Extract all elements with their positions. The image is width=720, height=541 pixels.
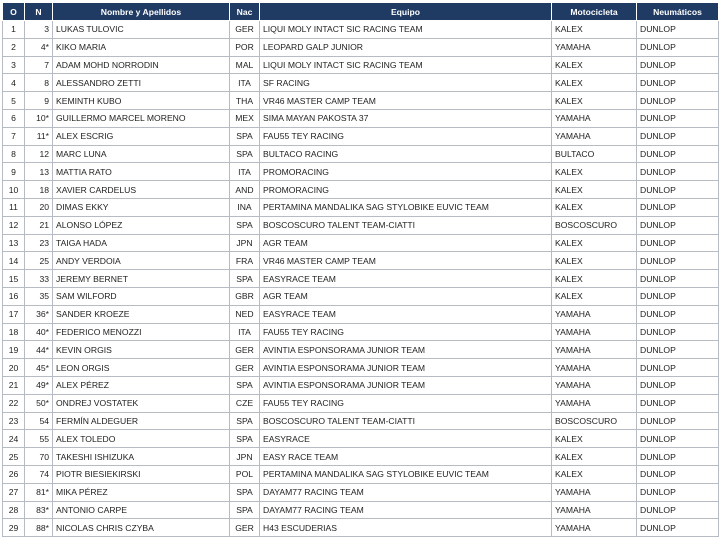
table-row [3,163,719,181]
cell-number: 74 [25,465,53,483]
cell-number: 23 [25,234,53,252]
cell-position: 22 [3,394,25,412]
cell-position: 8 [3,145,25,163]
cell-position: 27 [3,483,25,501]
cell-tyres: DUNLOP [637,305,719,323]
cell-rider-name: TAIGA HADA [53,234,230,252]
cell-rider-name: XAVIER CARDELUS [53,181,230,199]
cell-nationality: GER [230,359,260,377]
cell-rider-name: SAM WILFORD [53,287,230,305]
cell-nationality: SPA [230,145,260,163]
cell-tyres: DUNLOP [637,21,719,39]
cell-position: 19 [3,341,25,359]
cell-nationality: SPA [230,501,260,519]
cell-rider-name: ALESSANDRO ZETTI [53,74,230,92]
cell-motorcycle: KALEX [552,252,637,270]
table-row [3,145,719,163]
cell-number: 81* [25,483,53,501]
cell-nationality: SPA [230,376,260,394]
cell-rider-name: ANTONIO CARPE [53,501,230,519]
cell-motorcycle: YAMAHA [552,109,637,127]
cell-nationality: SPA [230,216,260,234]
cell-tyres: DUNLOP [637,234,719,252]
cell-nationality: ITA [230,74,260,92]
table-row [3,501,719,519]
cell-nationality: GER [230,519,260,537]
cell-nationality: POL [230,465,260,483]
cell-nationality: NED [230,305,260,323]
cell-team: LIQUI MOLY INTACT SIC RACING TEAM [260,21,552,39]
cell-rider-name: LEON ORGIS [53,359,230,377]
table-row [3,127,719,145]
cell-number: 8 [25,74,53,92]
cell-motorcycle: KALEX [552,181,637,199]
cell-motorcycle: KALEX [552,198,637,216]
cell-team: FAU55 TEY RACING [260,127,552,145]
cell-position: 28 [3,501,25,519]
cell-team: VR46 MASTER CAMP TEAM [260,92,552,110]
cell-team: VR46 MASTER CAMP TEAM [260,252,552,270]
cell-rider-name: ADAM MOHD NORRODIN [53,56,230,74]
cell-motorcycle: BULTACO [552,145,637,163]
table-row [3,430,719,448]
cell-tyres: DUNLOP [637,198,719,216]
cell-number: 10* [25,109,53,127]
cell-position: 23 [3,412,25,430]
cell-nationality: GBR [230,287,260,305]
cell-team: EASY RACE TEAM [260,448,552,466]
cell-team: PERTAMINA MANDALIKA SAG STYLOBIKE EUVIC TEAM [260,465,552,483]
cell-position: 20 [3,359,25,377]
cell-rider-name: ANDY VERDOIA [53,252,230,270]
cell-position: 16 [3,287,25,305]
cell-rider-name: KIKO MARIA [53,38,230,56]
cell-position: 12 [3,216,25,234]
cell-tyres: DUNLOP [637,109,719,127]
cell-team: FAU55 TEY RACING [260,323,552,341]
cell-tyres: DUNLOP [637,501,719,519]
table-row [3,21,719,39]
table-row [3,341,719,359]
cell-motorcycle: BOSCOSCURO [552,412,637,430]
cell-number: 49* [25,376,53,394]
cell-motorcycle: YAMAHA [552,394,637,412]
cell-position: 25 [3,448,25,466]
cell-nationality: MAL [230,56,260,74]
cell-position: 13 [3,234,25,252]
table-row [3,412,719,430]
cell-rider-name: KEVIN ORGIS [53,341,230,359]
cell-rider-name: ALEX ESCRIG [53,127,230,145]
cell-nationality: POR [230,38,260,56]
cell-nationality: JPN [230,448,260,466]
cell-position: 1 [3,21,25,39]
cell-number: 33 [25,270,53,288]
cell-tyres: DUNLOP [637,359,719,377]
cell-team: SIMA MAYAN PAKOSTA 37 [260,109,552,127]
header-number: N [25,3,53,21]
cell-nationality: THA [230,92,260,110]
cell-rider-name: GUILLERMO MARCEL MORENO [53,109,230,127]
table-row [3,56,719,74]
cell-number: 3 [25,21,53,39]
cell-tyres: DUNLOP [637,127,719,145]
cell-tyres: DUNLOP [637,163,719,181]
cell-team: EASYRACE [260,430,552,448]
cell-tyres: DUNLOP [637,270,719,288]
cell-number: 18 [25,181,53,199]
cell-position: 14 [3,252,25,270]
cell-motorcycle: KALEX [552,74,637,92]
cell-position: 6 [3,109,25,127]
cell-motorcycle: KALEX [552,163,637,181]
header-row [3,3,719,21]
table-row [3,376,719,394]
cell-number: 40* [25,323,53,341]
cell-position: 11 [3,198,25,216]
cell-motorcycle: BOSCOSCURO [552,216,637,234]
cell-rider-name: FEDERICO MENOZZI [53,323,230,341]
cell-nationality: AND [230,181,260,199]
cell-nationality: FRA [230,252,260,270]
cell-number: 55 [25,430,53,448]
cell-rider-name: FERMÍN ALDEGUER [53,412,230,430]
table-row [3,448,719,466]
cell-position: 29 [3,519,25,537]
cell-number: 9 [25,92,53,110]
table-row [3,74,719,92]
cell-nationality: MEX [230,109,260,127]
cell-position: 15 [3,270,25,288]
table-row [3,305,719,323]
cell-tyres: DUNLOP [637,465,719,483]
cell-number: 36* [25,305,53,323]
table-row [3,359,719,377]
header-team: Equipo [260,3,552,21]
table-row [3,483,719,501]
cell-rider-name: SANDER KROEZE [53,305,230,323]
cell-number: 35 [25,287,53,305]
cell-number: 50* [25,394,53,412]
cell-tyres: DUNLOP [637,430,719,448]
cell-team: PERTAMINA MANDALIKA SAG STYLOBIKE EUVIC TEAM [260,198,552,216]
cell-tyres: DUNLOP [637,287,719,305]
cell-team: DAYAM77 RACING TEAM [260,483,552,501]
cell-number: 21 [25,216,53,234]
cell-rider-name: ALEX TOLEDO [53,430,230,448]
entry-list-table [2,2,719,537]
cell-team: LEOPARD GALP JUNIOR [260,38,552,56]
table-row [3,519,719,537]
header-motorcycle: Motocicleta [552,3,637,21]
cell-rider-name: ONDREJ VOSTATEK [53,394,230,412]
cell-number: 45* [25,359,53,377]
cell-position: 7 [3,127,25,145]
cell-tyres: DUNLOP [637,412,719,430]
cell-nationality: CZE [230,394,260,412]
cell-position: 5 [3,92,25,110]
cell-team: DAYAM77 RACING TEAM [260,501,552,519]
table-row [3,234,719,252]
table-row [3,216,719,234]
cell-tyres: DUNLOP [637,181,719,199]
cell-nationality: ITA [230,323,260,341]
cell-motorcycle: YAMAHA [552,519,637,537]
cell-motorcycle: KALEX [552,56,637,74]
cell-motorcycle: KALEX [552,430,637,448]
cell-nationality: JPN [230,234,260,252]
cell-rider-name: PIOTR BIESIEKIRSKI [53,465,230,483]
cell-position: 21 [3,376,25,394]
cell-team: AVINTIA ESPONSORAMA JUNIOR TEAM [260,359,552,377]
table-row [3,394,719,412]
table-row [3,323,719,341]
cell-rider-name: TAKESHI ISHIZUKA [53,448,230,466]
cell-position: 26 [3,465,25,483]
cell-rider-name: MARC LUNA [53,145,230,163]
cell-motorcycle: YAMAHA [552,376,637,394]
cell-tyres: DUNLOP [637,448,719,466]
cell-motorcycle: KALEX [552,465,637,483]
cell-motorcycle: YAMAHA [552,127,637,145]
cell-team: AVINTIA ESPONSORAMA JUNIOR TEAM [260,341,552,359]
cell-team: LIQUI MOLY INTACT SIC RACING TEAM [260,56,552,74]
cell-nationality: GER [230,21,260,39]
cell-motorcycle: YAMAHA [552,38,637,56]
cell-position: 3 [3,56,25,74]
cell-team: H43 ESCUDERIAS [260,519,552,537]
header-tyres: Neumáticos [637,3,719,21]
cell-motorcycle: YAMAHA [552,483,637,501]
cell-number: 70 [25,448,53,466]
cell-tyres: DUNLOP [637,56,719,74]
cell-nationality: SPA [230,430,260,448]
cell-team: AVINTIA ESPONSORAMA JUNIOR TEAM [260,376,552,394]
cell-tyres: DUNLOP [637,216,719,234]
table-row [3,92,719,110]
cell-rider-name: DIMAS EKKY [53,198,230,216]
table-row [3,465,719,483]
cell-tyres: DUNLOP [637,483,719,501]
cell-number: 4* [25,38,53,56]
cell-motorcycle: KALEX [552,234,637,252]
cell-team: PROMORACING [260,181,552,199]
table-row [3,181,719,199]
cell-motorcycle: KALEX [552,448,637,466]
cell-nationality: SPA [230,127,260,145]
cell-position: 9 [3,163,25,181]
cell-tyres: DUNLOP [637,394,719,412]
cell-motorcycle: YAMAHA [552,359,637,377]
cell-rider-name: NICOLAS CHRIS CZYBA [53,519,230,537]
cell-team: BOSCOSCURO TALENT TEAM-CIATTI [260,412,552,430]
cell-motorcycle: KALEX [552,21,637,39]
cell-motorcycle: YAMAHA [552,341,637,359]
cell-nationality: GER [230,341,260,359]
cell-tyres: DUNLOP [637,74,719,92]
cell-rider-name: MATTIA RATO [53,163,230,181]
cell-nationality: SPA [230,412,260,430]
table-row [3,109,719,127]
table-row [3,38,719,56]
cell-position: 18 [3,323,25,341]
cell-rider-name: KEMINTH KUBO [53,92,230,110]
cell-motorcycle: KALEX [552,270,637,288]
cell-team: BOSCOSCURO TALENT TEAM-CIATTI [260,216,552,234]
cell-position: 4 [3,74,25,92]
cell-team: AGR TEAM [260,287,552,305]
cell-number: 25 [25,252,53,270]
cell-position: 2 [3,38,25,56]
cell-tyres: DUNLOP [637,323,719,341]
cell-motorcycle: KALEX [552,92,637,110]
cell-position: 17 [3,305,25,323]
cell-rider-name: JEREMY BERNET [53,270,230,288]
table-row [3,252,719,270]
cell-nationality: INA [230,198,260,216]
cell-motorcycle: YAMAHA [552,501,637,519]
table-row [3,198,719,216]
cell-team: SF RACING [260,74,552,92]
cell-rider-name: MIKA PÉREZ [53,483,230,501]
cell-tyres: DUNLOP [637,341,719,359]
header-position: O [3,3,25,21]
table-row [3,287,719,305]
cell-nationality: ITA [230,163,260,181]
cell-tyres: DUNLOP [637,145,719,163]
cell-nationality: SPA [230,270,260,288]
cell-number: 13 [25,163,53,181]
cell-team: BULTACO RACING [260,145,552,163]
cell-team: AGR TEAM [260,234,552,252]
header-nationality: Nac [230,3,260,21]
cell-motorcycle: YAMAHA [552,305,637,323]
cell-tyres: DUNLOP [637,92,719,110]
cell-number: 83* [25,501,53,519]
cell-motorcycle: KALEX [552,287,637,305]
cell-tyres: DUNLOP [637,519,719,537]
cell-number: 44* [25,341,53,359]
cell-position: 10 [3,181,25,199]
cell-team: EASYRACE TEAM [260,305,552,323]
cell-rider-name: LUKAS TULOVIC [53,21,230,39]
cell-rider-name: ALEX PÉREZ [53,376,230,394]
cell-number: 7 [25,56,53,74]
cell-team: EASYRACE TEAM [260,270,552,288]
cell-tyres: DUNLOP [637,376,719,394]
cell-number: 12 [25,145,53,163]
cell-tyres: DUNLOP [637,252,719,270]
cell-tyres: DUNLOP [637,38,719,56]
cell-number: 20 [25,198,53,216]
header-rider-name: Nombre y Apellidos [53,3,230,21]
cell-number: 11* [25,127,53,145]
cell-motorcycle: YAMAHA [552,323,637,341]
cell-team: PROMORACING [260,163,552,181]
cell-rider-name: ALONSO LÓPEZ [53,216,230,234]
cell-nationality: SPA [230,483,260,501]
cell-position: 24 [3,430,25,448]
cell-team: FAU55 TEY RACING [260,394,552,412]
cell-number: 88* [25,519,53,537]
table-row [3,270,719,288]
cell-number: 54 [25,412,53,430]
